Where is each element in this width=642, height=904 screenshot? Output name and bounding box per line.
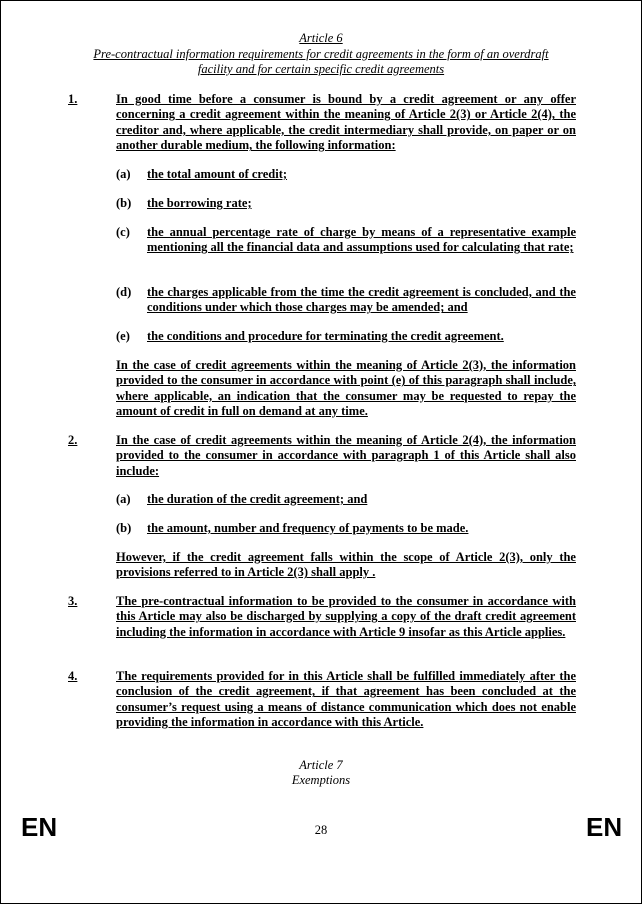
item-label: (a) bbox=[116, 492, 131, 506]
paragraph-2-number: 2. bbox=[68, 433, 78, 447]
paragraph-3-text: The pre-contractual information to be provided to the consumer in accordance with this Article may also be discharged by supplying a copy of the draft credit agreement including the information in accordance with Article 9 insofar as this Article applies. bbox=[116, 594, 576, 639]
item-label: (a) bbox=[116, 167, 131, 181]
paragraph-1-text: In good time before a consumer is bound by a credit agreement or any offer concerning a credit agreement within the meaning of Article 2(3) or Article 2(4), the creditor and, where applicable, the credit intermediary shall provide, on paper or on another durable medium, the following information: bbox=[116, 92, 576, 153]
article-6-title: Pre-contractual information requirements for credit agreements in the form of an overdraft facility and for certain specific credit agreements bbox=[93, 47, 549, 76]
item-label: (d) bbox=[116, 285, 132, 299]
paragraph-1-item-d bbox=[116, 285, 576, 316]
paragraph-1-item-e bbox=[116, 329, 576, 344]
page-number: 28 bbox=[314, 823, 328, 837]
item-text: the amount, number and frequency of payments to be made. bbox=[147, 521, 469, 535]
language-code-right: EN bbox=[586, 812, 623, 842]
item-text: the charges applicable from the time the credit agreement is concluded, and the conditions under which those charges may be amended; and bbox=[147, 285, 576, 315]
paragraph-4-number: 4. bbox=[68, 669, 78, 683]
article-7-number: Article 7 bbox=[299, 758, 343, 772]
paragraph-4-text: The requirements provided for in this Article shall be fulfilled immediately after the conclusion of the credit agreement, if that agreement has been concluded at the consumer’s request using a means of distance communication which does not enable providing the information in accordance with this Article. bbox=[116, 669, 576, 730]
paragraph-1-item-c bbox=[116, 225, 576, 256]
paragraph-2-closing: However, if the credit agreement falls within the scope of Article 2(3), only the provisions referred to in Article 2(3) shall apply . bbox=[116, 550, 576, 580]
paragraph-2-item-b bbox=[116, 521, 576, 536]
paragraph-1-number: 1. bbox=[68, 92, 78, 106]
item-label: (c) bbox=[116, 225, 130, 239]
paragraph-1-closing: In the case of credit agreements within the meaning of Article 2(3), the information provided to the consumer in accordance with point (e) of this paragraph shall include, where applicable, an indication that the consumer may be requested to repay the amount of credit in full on demand at any time. bbox=[116, 358, 576, 419]
item-label: (b) bbox=[116, 196, 132, 210]
language-code-left: EN bbox=[21, 812, 58, 842]
item-text: the duration of the credit agreement; and bbox=[147, 492, 368, 506]
paragraph-1-item-b bbox=[116, 196, 576, 211]
paragraph-2-item-a bbox=[116, 492, 576, 507]
item-text: the total amount of credit; bbox=[147, 167, 288, 181]
paragraph-3-number: 3. bbox=[68, 594, 78, 608]
paragraph-2-text: In the case of credit agreements within the meaning of Article 2(4), the information provided to the consumer in accordance with paragraph 1 of this Article shall also include: bbox=[116, 433, 576, 478]
article-6-number: Article 6 bbox=[299, 31, 343, 45]
paragraph-1-item-a bbox=[116, 167, 576, 182]
item-label: (b) bbox=[116, 521, 132, 535]
item-text: the annual percentage rate of charge by means of a representative example mentioning all the financial data and assumptions used for calculating that rate; bbox=[147, 225, 576, 255]
item-label: (e) bbox=[116, 329, 130, 343]
item-text: the conditions and procedure for terminating the credit agreement. bbox=[147, 329, 504, 343]
article-7-title: Exemptions bbox=[291, 773, 351, 787]
item-text: the borrowing rate; bbox=[147, 196, 252, 210]
